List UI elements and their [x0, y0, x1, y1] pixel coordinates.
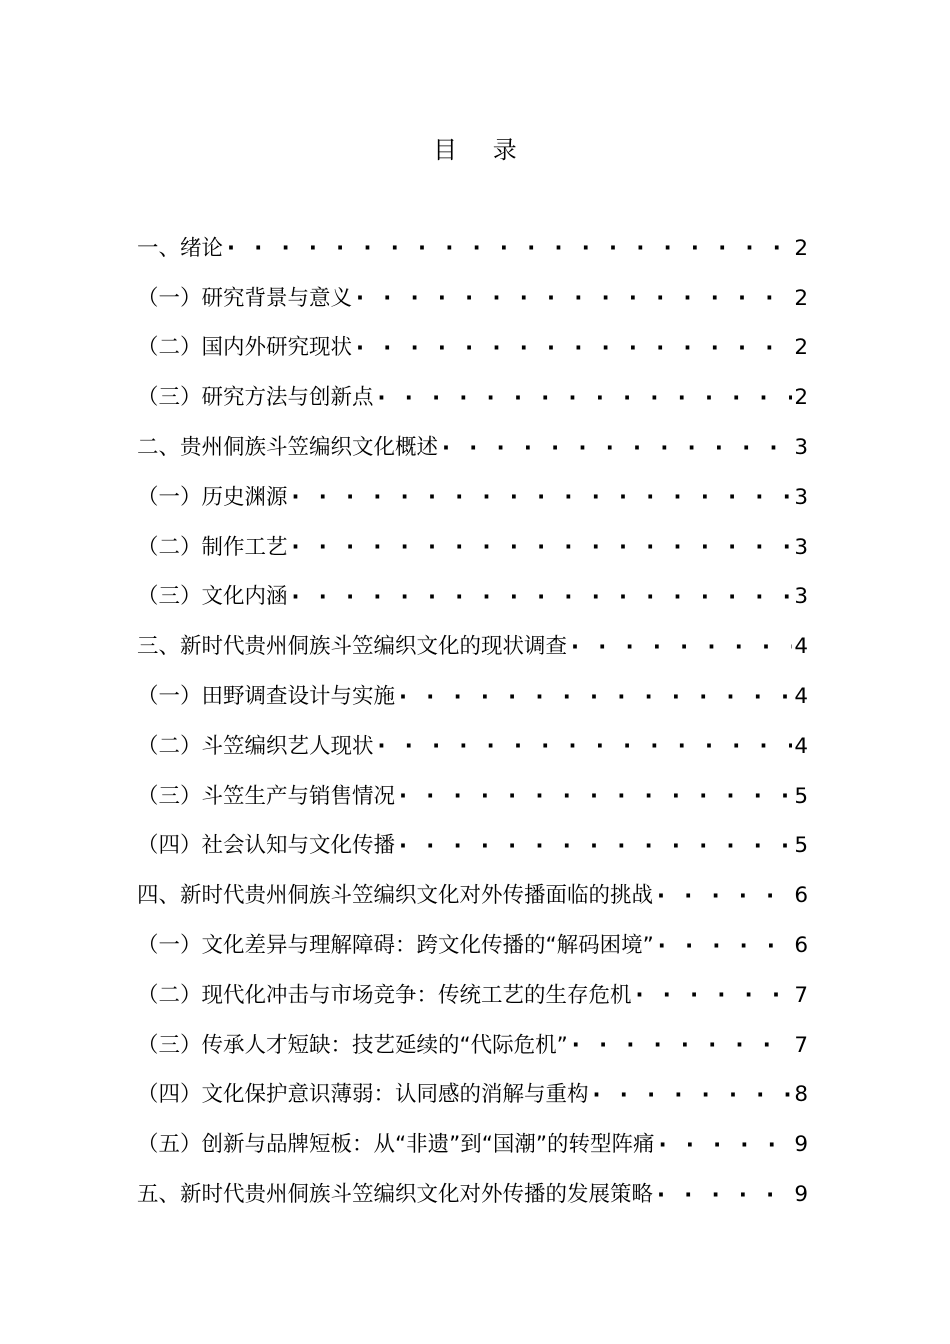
- toc-entry[interactable]: [137, 224, 808, 274]
- toc-entry[interactable]: [137, 822, 808, 872]
- toc-dot-leader: [442, 433, 792, 464]
- toc-dot-leader: [659, 1130, 793, 1161]
- toc-page-number: 4: [794, 634, 808, 660]
- toc-dot-leader: [572, 1030, 793, 1061]
- toc-dot-leader: [657, 1180, 792, 1211]
- toc-dot-leader: [593, 1080, 793, 1111]
- toc-page-number: 7: [794, 982, 808, 1008]
- toc-entry[interactable]: [137, 921, 808, 971]
- toc-dot-leader: [227, 233, 792, 264]
- toc-entry-label: （一）田野调查设计与实施: [137, 684, 396, 710]
- toc-entry-label: （一）历史渊源: [137, 484, 288, 510]
- toc-page-number: 6: [794, 883, 808, 909]
- toc-dot-leader: [378, 731, 793, 762]
- toc-entry-label: （一）研究背景与意义: [137, 285, 353, 311]
- toc-page-number: 5: [794, 833, 808, 859]
- toc-page-number: 9: [794, 1132, 808, 1158]
- toc-page-number: 2: [794, 235, 808, 261]
- toc-entry[interactable]: [137, 423, 808, 473]
- toc-dot-leader: [657, 881, 792, 912]
- toc-entry-label: （二）斗笠编织艺人现状: [137, 733, 374, 759]
- toc-page-number: 7: [794, 1032, 808, 1058]
- toc-entry-label: （四）社会认知与文化传播: [137, 833, 396, 859]
- toc-dot-leader: [292, 482, 793, 513]
- toc-dot-leader: [636, 980, 793, 1011]
- toc-entry-label: （一）文化差异与理解障碍：跨文化传播的“解码困境”: [137, 933, 654, 959]
- toc-page-number: 3: [794, 584, 808, 610]
- toc-entry[interactable]: [137, 324, 808, 374]
- toc-page-number: 2: [794, 285, 808, 311]
- toc-page-number: 4: [794, 733, 808, 759]
- toc-dot-leader: [399, 781, 792, 812]
- toc-entry[interactable]: [137, 1120, 808, 1170]
- toc-entry-label: （三）研究方法与创新点: [137, 385, 374, 411]
- toc-entry[interactable]: [137, 473, 808, 523]
- toc-dot-leader: [356, 283, 792, 314]
- toc-page-number: 3: [794, 534, 808, 560]
- toc-entry-label: （二）国内外研究现状: [137, 335, 353, 361]
- toc-entry[interactable]: [137, 523, 808, 573]
- toc-entry-label: （四）文化保护意识薄弱：认同感的消解与重构: [137, 1082, 589, 1108]
- table-of-contents: [137, 224, 808, 1220]
- toc-page-number: 3: [794, 435, 808, 461]
- toc-entry[interactable]: [137, 1170, 808, 1220]
- toc-page-number: 5: [794, 783, 808, 809]
- toc-entry[interactable]: [137, 573, 808, 623]
- toc-entry-label: （五）创新与品牌短板：从“非遗”到“国潮”的转型阵痛: [137, 1132, 655, 1158]
- toc-dot-leader: [292, 532, 793, 563]
- toc-entry[interactable]: [137, 274, 808, 324]
- toc-dot-leader: [356, 333, 792, 364]
- toc-entry[interactable]: [137, 1021, 808, 1071]
- toc-dot-leader: [658, 931, 793, 962]
- toc-dot-leader: [292, 582, 793, 613]
- toc-entry[interactable]: [137, 672, 808, 722]
- toc-page-number: 9: [794, 1182, 808, 1208]
- page-title: 目 录: [433, 136, 531, 164]
- toc-entry-label: （二）制作工艺: [137, 534, 288, 560]
- toc-dot-leader: [378, 383, 793, 414]
- toc-dot-leader: [571, 632, 792, 663]
- toc-entry[interactable]: [137, 722, 808, 772]
- toc-dot-leader: [399, 831, 792, 862]
- toc-entry-label: 一、绪论: [137, 235, 224, 261]
- toc-entry-label: （三）斗笠生产与销售情况: [137, 783, 396, 809]
- toc-entry[interactable]: [137, 373, 808, 423]
- toc-page-number: 3: [794, 484, 808, 510]
- toc-dot-leader: [399, 682, 792, 713]
- toc-page-number: 2: [794, 385, 808, 411]
- toc-entry-label: （三）文化内涵: [137, 584, 288, 610]
- toc-page-number: 6: [794, 933, 808, 959]
- toc-entry-label: 五、新时代贵州侗族斗笠编织文化对外传播的发展策略: [137, 1182, 654, 1208]
- toc-entry[interactable]: [137, 772, 808, 822]
- toc-entry[interactable]: [137, 622, 808, 672]
- toc-entry-label: 二、贵州侗族斗笠编织文化概述: [137, 435, 439, 461]
- toc-entry[interactable]: [137, 1071, 808, 1121]
- toc-entry[interactable]: [137, 871, 808, 921]
- toc-page-number: 4: [794, 684, 808, 710]
- toc-entry-label: 三、新时代贵州侗族斗笠编织文化的现状调查: [137, 634, 568, 660]
- toc-page-number: 2: [794, 335, 808, 361]
- toc-page-number: 8: [794, 1082, 808, 1108]
- toc-entry-label: 四、新时代贵州侗族斗笠编织文化对外传播面临的挑战: [137, 883, 654, 909]
- toc-entry-label: （二）现代化冲击与市场竞争：传统工艺的生存危机: [137, 982, 632, 1008]
- toc-entry[interactable]: [137, 971, 808, 1021]
- toc-entry-label: （三）传承人才短缺：技艺延续的“代际危机”: [137, 1032, 568, 1058]
